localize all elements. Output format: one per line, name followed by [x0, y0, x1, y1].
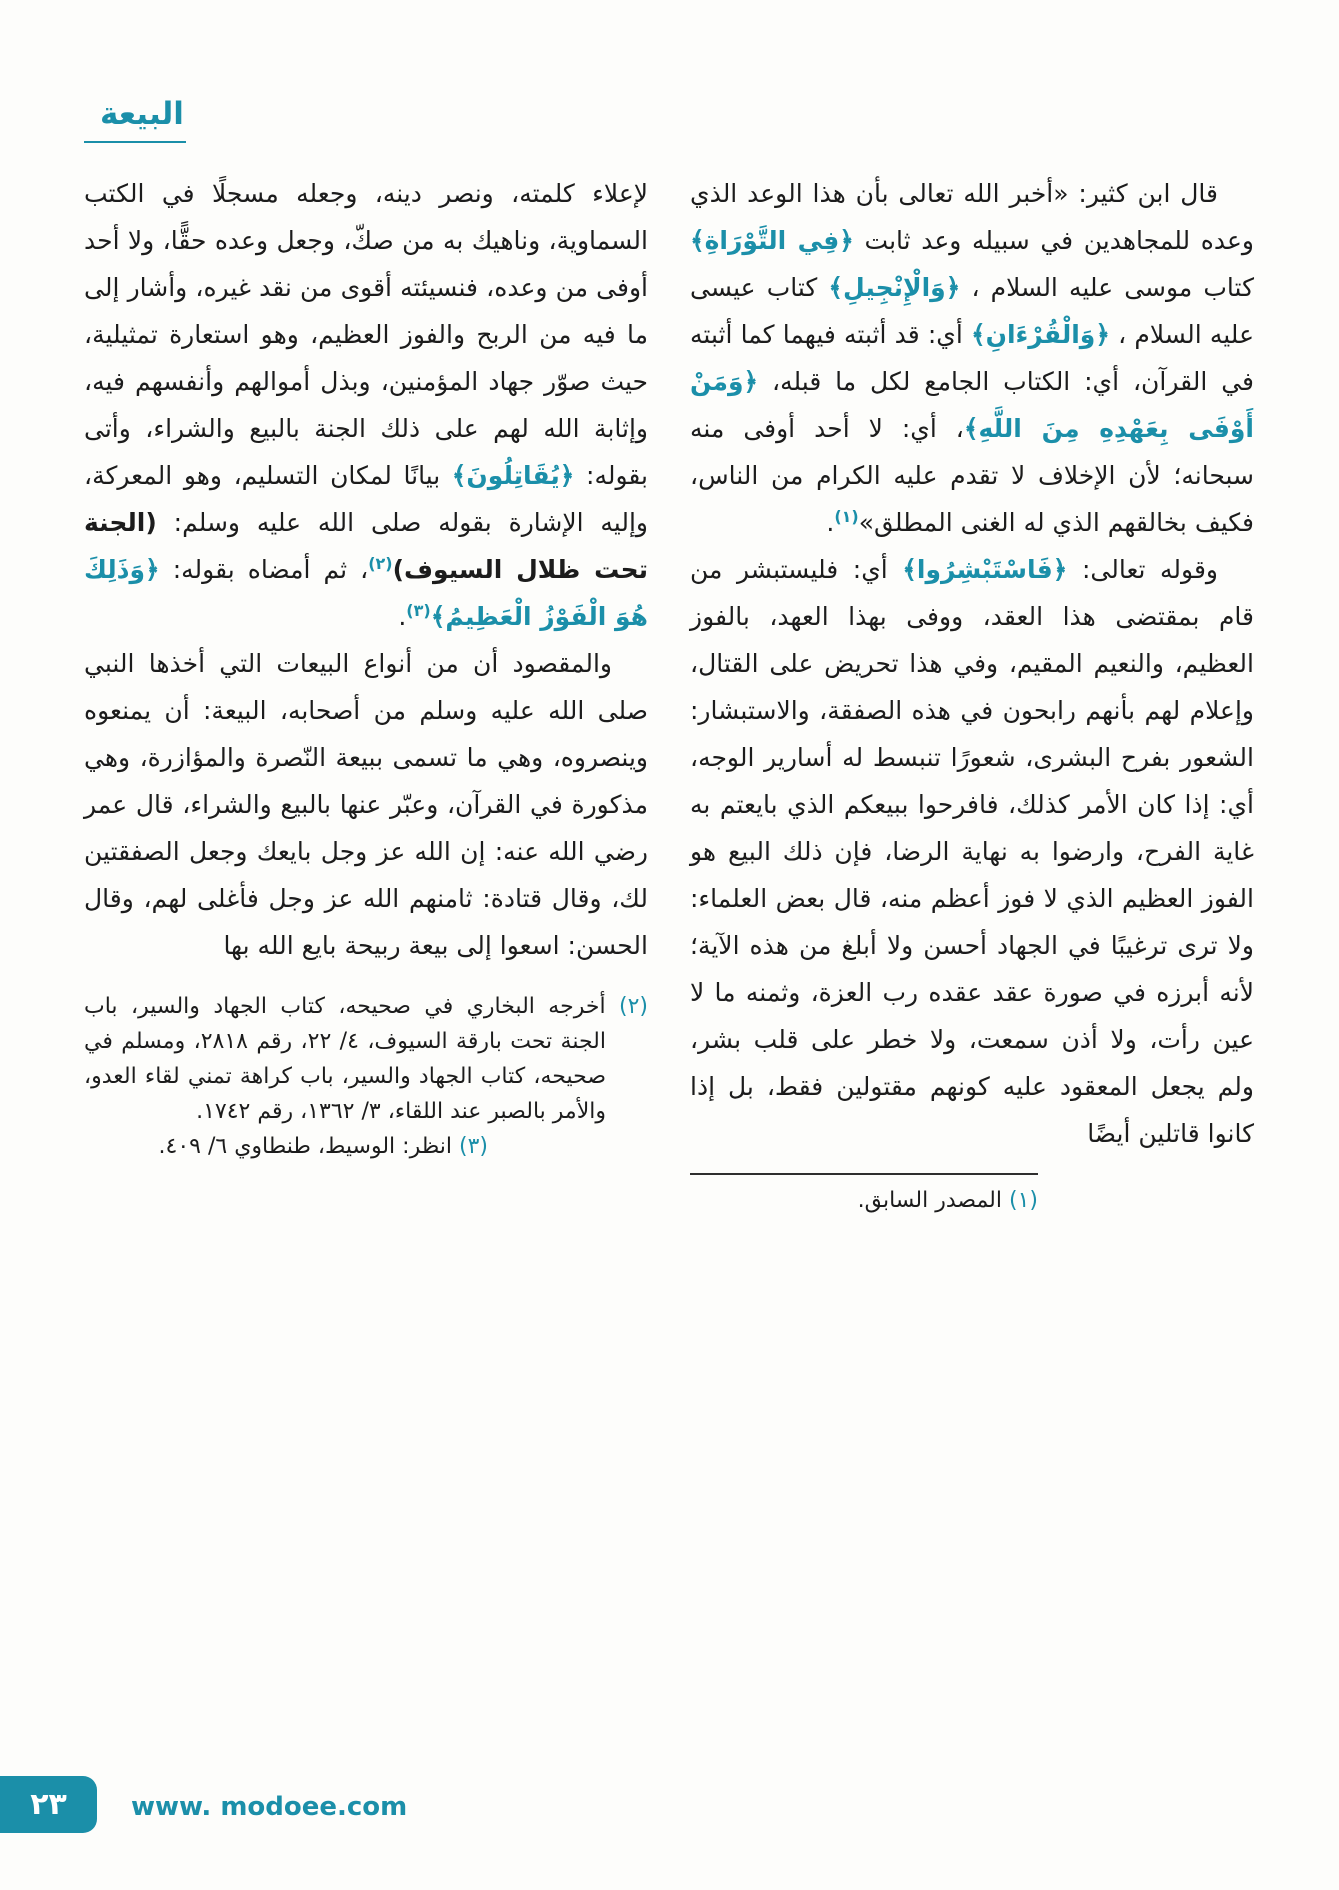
column-right — [690, 170, 1254, 1217]
footnotes-right — [690, 1173, 1038, 1217]
footnote-marker: (١) — [1002, 1188, 1038, 1213]
text-run: كتاب موسى عليه السلام ، — [960, 273, 1255, 302]
footnote-ref: (٢) — [368, 554, 393, 573]
footnote-item — [690, 1185, 1038, 1217]
footnotes-left — [84, 989, 648, 1164]
footnote-item — [84, 989, 648, 1129]
text-run: . — [826, 508, 835, 537]
text-run: . — [398, 602, 407, 631]
page-number-badge — [0, 1776, 97, 1833]
page-number: ٢٣ — [30, 1787, 67, 1822]
footnote-marker: (٣) — [452, 1134, 488, 1159]
footnote-separator — [690, 1173, 1038, 1175]
footnote-ref: (١) — [834, 507, 859, 526]
text-run: انظر: الوسيط، طنطاوي ٦/ ٤٠٩. — [158, 1134, 452, 1159]
text-run: لإعلاء كلمته، ونصر دينه، وجعله مسجلًا في الكتب السماوية، وناهيك به من صكّ، وجعل وعده حقًّا، ولا أحد أوفى من وعده، فنسيئته أقوى من نقد غيره، وأشار إلى ما فيه من الربح والفوز العظيم، وهو استعارة تمثيلية، حيث صوّر جهاد المؤمنين، وبذل أموالهم وأنفسهم فيه، وإثابة الله لهم على ذلك الجنة بالبيع والشراء، وأتى بقوله: — [84, 179, 648, 490]
text-run: وقوله تعالى: — [1067, 555, 1218, 584]
paragraph — [690, 170, 1254, 546]
text-run: كتاب عيسى عليه السلام ، — [690, 273, 1254, 349]
quran-verse: ﴿وَمَنْ أَوْفَى بِعَهْدِهِ مِنَ اللَّهِ﴾ — [690, 367, 1255, 443]
text-columns — [84, 170, 1254, 1217]
text-run: أخرجه البخاري في صحيحه، كتاب الجهاد والسير، باب الجنة تحت بارقة السيوف، ٤/ ٢٢، رقم ٢٨١٨، ومسلم في صحيحه، كتاب الجهاد والسير، باب كراهة تمني لقاء العدو، والأمر بالصبر عند اللقاء، ٣/ ١٣٦٢، رقم ١٧٤٢. — [84, 994, 606, 1124]
footnote-marker: (٢) — [605, 994, 648, 1019]
footnote-item — [84, 1129, 648, 1164]
paragraph — [690, 546, 1254, 1157]
text-run: والمقصود أن من أنواع البيعات التي أخذها النبي صلى الله عليه وسلم من أصحابه، البيعة: أن يمنعوه وينصروه، وهي ما تسمى ببيعة النّصرة والمؤازرة، وهي مذكورة في القرآن، وعبّر عنها بالبيع والشراء، قال عمر رضي الله عنه: إن الله عز وجل بايعك وجعل الصفقتين لك، وقال قتادة: ثامنهم الله عز وجل فأغلى لهم، وقال الحسن: اسعوا إلى بيعة ربيحة بايع الله بها — [84, 649, 648, 960]
quran-verse: ﴿وَالْإِنْجِيلِ﴾ — [828, 273, 961, 302]
column-right-text — [690, 170, 1254, 1157]
column-left — [84, 170, 648, 1217]
website-url: www. modoee.com — [131, 1792, 408, 1822]
chapter-title: البيعة — [84, 96, 186, 143]
text-run: ، ثم أمضاه بقوله: — [159, 555, 369, 584]
quran-verse: ﴿فِي التَّوْرَاةِ﴾ — [690, 226, 854, 255]
hadith-quote: (الجنة تحت ظلال السيوف) — [84, 508, 648, 584]
footnote-ref: (٣) — [406, 601, 431, 620]
paragraph — [84, 170, 648, 640]
text-run: بيانًا لمكان التسليم، وهو المعركة، وإليه الإشارة بقوله صلى الله عليه وسلم: — [84, 461, 648, 537]
footnote-list-right — [690, 1185, 1038, 1217]
text-run: أي: قد أثبته فيهما كما أثبته في القرآن، أي: الكتاب الجامع لكل ما قبله، — [690, 320, 1254, 396]
running-header — [84, 96, 186, 143]
quran-verse: ﴿يُقَاتِلُونَ﴾ — [451, 461, 575, 490]
quran-verse: ﴿وَالْقُرْءَانِ﴾ — [970, 320, 1110, 349]
text-run: أي: فليستبشر من قام بمقتضى هذا العقد، ووفى بهذا العهد، بالفوز العظيم، والنعيم المقيم، وفي هذا تحريض على القتال، وإعلام لهم بأنهم رابحون في هذه الصفقة، والاستبشار: الشعور بفرح البشرى، شعورًا تنبسط له أسارير الوجه، أي: إذا كان الأمر كذلك، فافرحوا ببيعكم الذي بايعتم به غاية الفرح، وارضوا به نهاية الرضا، فإن ذلك البيع هو الفوز العظيم الذي لا فوز أعظم منه، قال بعض العلماء: ولا ترى ترغيبًا في الجهاد أحسن ولا أبلغ من هذه الآية؛ لأنه أبرزه في صورة عقد عقده رب العزة، وثمنه ما لا عين رأت، ولا أذن سمعت، ولا خطر على قلب بشر، ولم يجعل المعقود عليه كونهم مقتولين فقط، بل إذا كانوا قاتلين أيضًا — [690, 555, 1254, 1148]
text-run: المصدر السابق. — [857, 1188, 1002, 1213]
quran-verse: ﴿فَاسْتَبْشِرُوا﴾ — [902, 555, 1068, 584]
paragraph — [84, 640, 648, 969]
column-left-text — [84, 170, 648, 969]
text-run: قال ابن كثير: «أخبر الله تعالى بأن هذا الوعد الذي وعده للمجاهدين في سبيله وعد ثابت — [690, 179, 1255, 255]
quran-verse: ﴿وَذَلِكَ هُوَ الْفَوْزُ الْعَظِيمُ﴾ — [84, 555, 648, 631]
text-run: ، أي: لا أحد أوفى منه سبحانه؛ لأن الإخلاف لا تقدم عليه الكرام من الناس، فكيف بخالقهم الذي له الغنى المطلق» — [690, 414, 1254, 537]
